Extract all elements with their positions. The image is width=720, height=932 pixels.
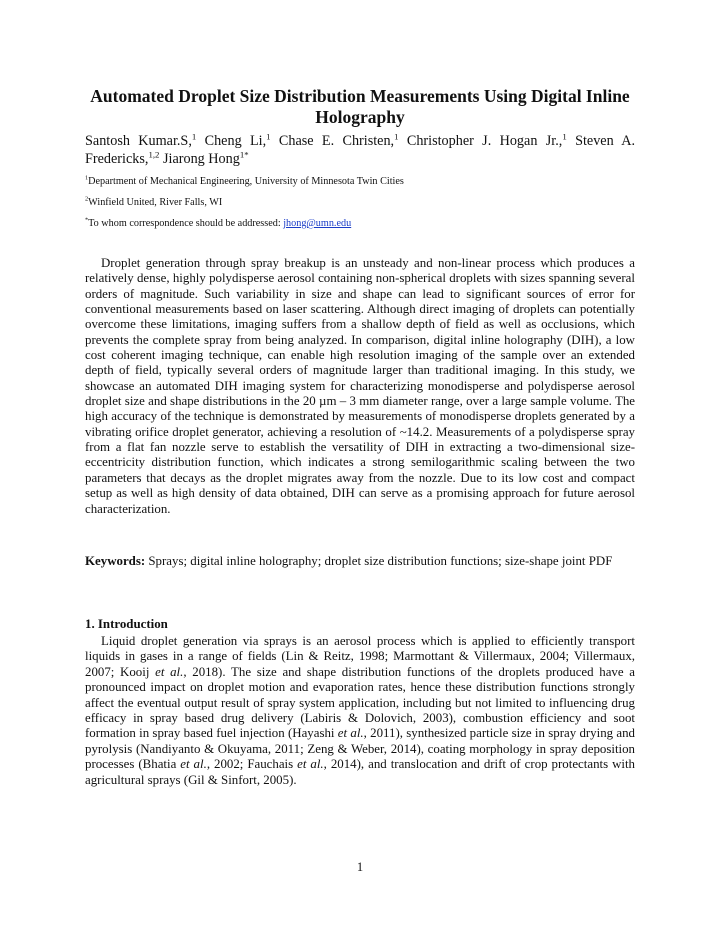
author: Santosh Kumar.S, [85, 133, 192, 149]
author-list: Santosh Kumar.S,$^1$ Cheng Li,$^1$ Chase E. Christen,$^1$ Christopher J. Hogan Jr.,$^1$ Steven A. Fredericks,$^{1,2}$ Jiarong Hong$^{1*}$ [85, 131, 636, 167]
author: Cheng Li, [204, 133, 267, 149]
author: Christopher J. Hogan Jr., [406, 133, 563, 149]
keywords-label: Keywords: [85, 554, 146, 568]
keywords [85, 554, 635, 570]
email-link[interactable]: jhong@umn.edu [283, 218, 352, 229]
affiliation-2: $^2$Winfield United, River Falls, WI [85, 195, 223, 208]
author: Jiarong Hong [162, 151, 240, 167]
keywords-text: Sprays; digital inline holography; droplet size distribution functions; size-shape joint PDF [145, 554, 613, 568]
correspondence-note: *To whom correspondence should be addressed: jhong@umn.edu [85, 216, 352, 229]
introduction-paragraph: Liquid droplet generation via sprays is an aerosol process which is applied to efficiently transport liquids in gases in a range of fields (Lin & Reitz, 1998; Marmottant & Villermaux, 2004; Villermaux, 2007; Kooij et al., 2018). The size and shape distribution functions of the droplets produced have a pronounced impact on droplet motion and evaporation rates, hence these distribution functions strongly affect the eventual output result of spray system application, including but not limited to influencing drug efficacy in spray based drug delivery (Labiris & Dolovich, 2003), combustion efficiency and soot formation in spray based fuel injection (Hayashi et al., 2011), synthesized particle size in spray drying and pyrolysis (Nandiyanto & Okuyama, 2011; Zeng & Weber, 2014), coating morphology in spray deposition processes (Bhatia et al., 2002; Fauchais et al., 2014), and translocation and drift of crop protectants with agricultural sprays (Gil & Sinfort, 2005). [85, 634, 635, 787]
paper-title: Automated Droplet Size Distribution Measurements Using Digital Inline Holography [90, 86, 630, 127]
affiliation-1: $^1$Department of Mechanical Engineering, University of Minnesota Twin Cities [85, 174, 404, 187]
author: Chase E. Christen, [278, 133, 395, 149]
author: Steven A. Fredericks, [85, 133, 636, 167]
page-number: 1 [356, 860, 364, 874]
section-heading: 1. Introduction [85, 617, 168, 631]
abstract: Droplet generation through spray breakup is an unsteady and non-linear process which produces a relatively dense, highly polydisperse aerosol containing non-spherical droplets with sizes spanning several orders of magnitude. Such variability in size and shape can lead to significant sources of error for conventional measurements based on laser scattering. Although direct imaging of droplets can potentially overcome these limitations, imaging suffers from a shallow depth of field as well as occlusions, which prevents the complete spray from being analyzed. In comparison, digital inline holography (DIH), a low cost coherent imaging technique, can enable high resolution imaging of the sample over an extended depth of field, typically several orders of magnitude larger than traditional imaging. In this study, we showcase an automated DIH imaging system for characterizing monodisperse and polydisperse aerosol droplet size and shape distributions in the 20 µm – 3 mm diameter range, over a large sample volume. The high accuracy of the technique is demonstrated by measurements of monodisperse droplets generated by a vibrating orifice droplet generator, achieving a resolution of ~14.2. Measurements of a polydisperse spray from a flat fan nozzle serve to establish the versatility of DIH in extracting a two-dimensional size-eccentricity distribution function, which indicates a strong semilogarithmic scaling between the two parameters that decays as the droplet migrates away from the nozzle. Due to its low cost and compact setup as well as high density of data obtained, DIH can serve as a promising approach for future aerosol characterization. [85, 256, 635, 516]
